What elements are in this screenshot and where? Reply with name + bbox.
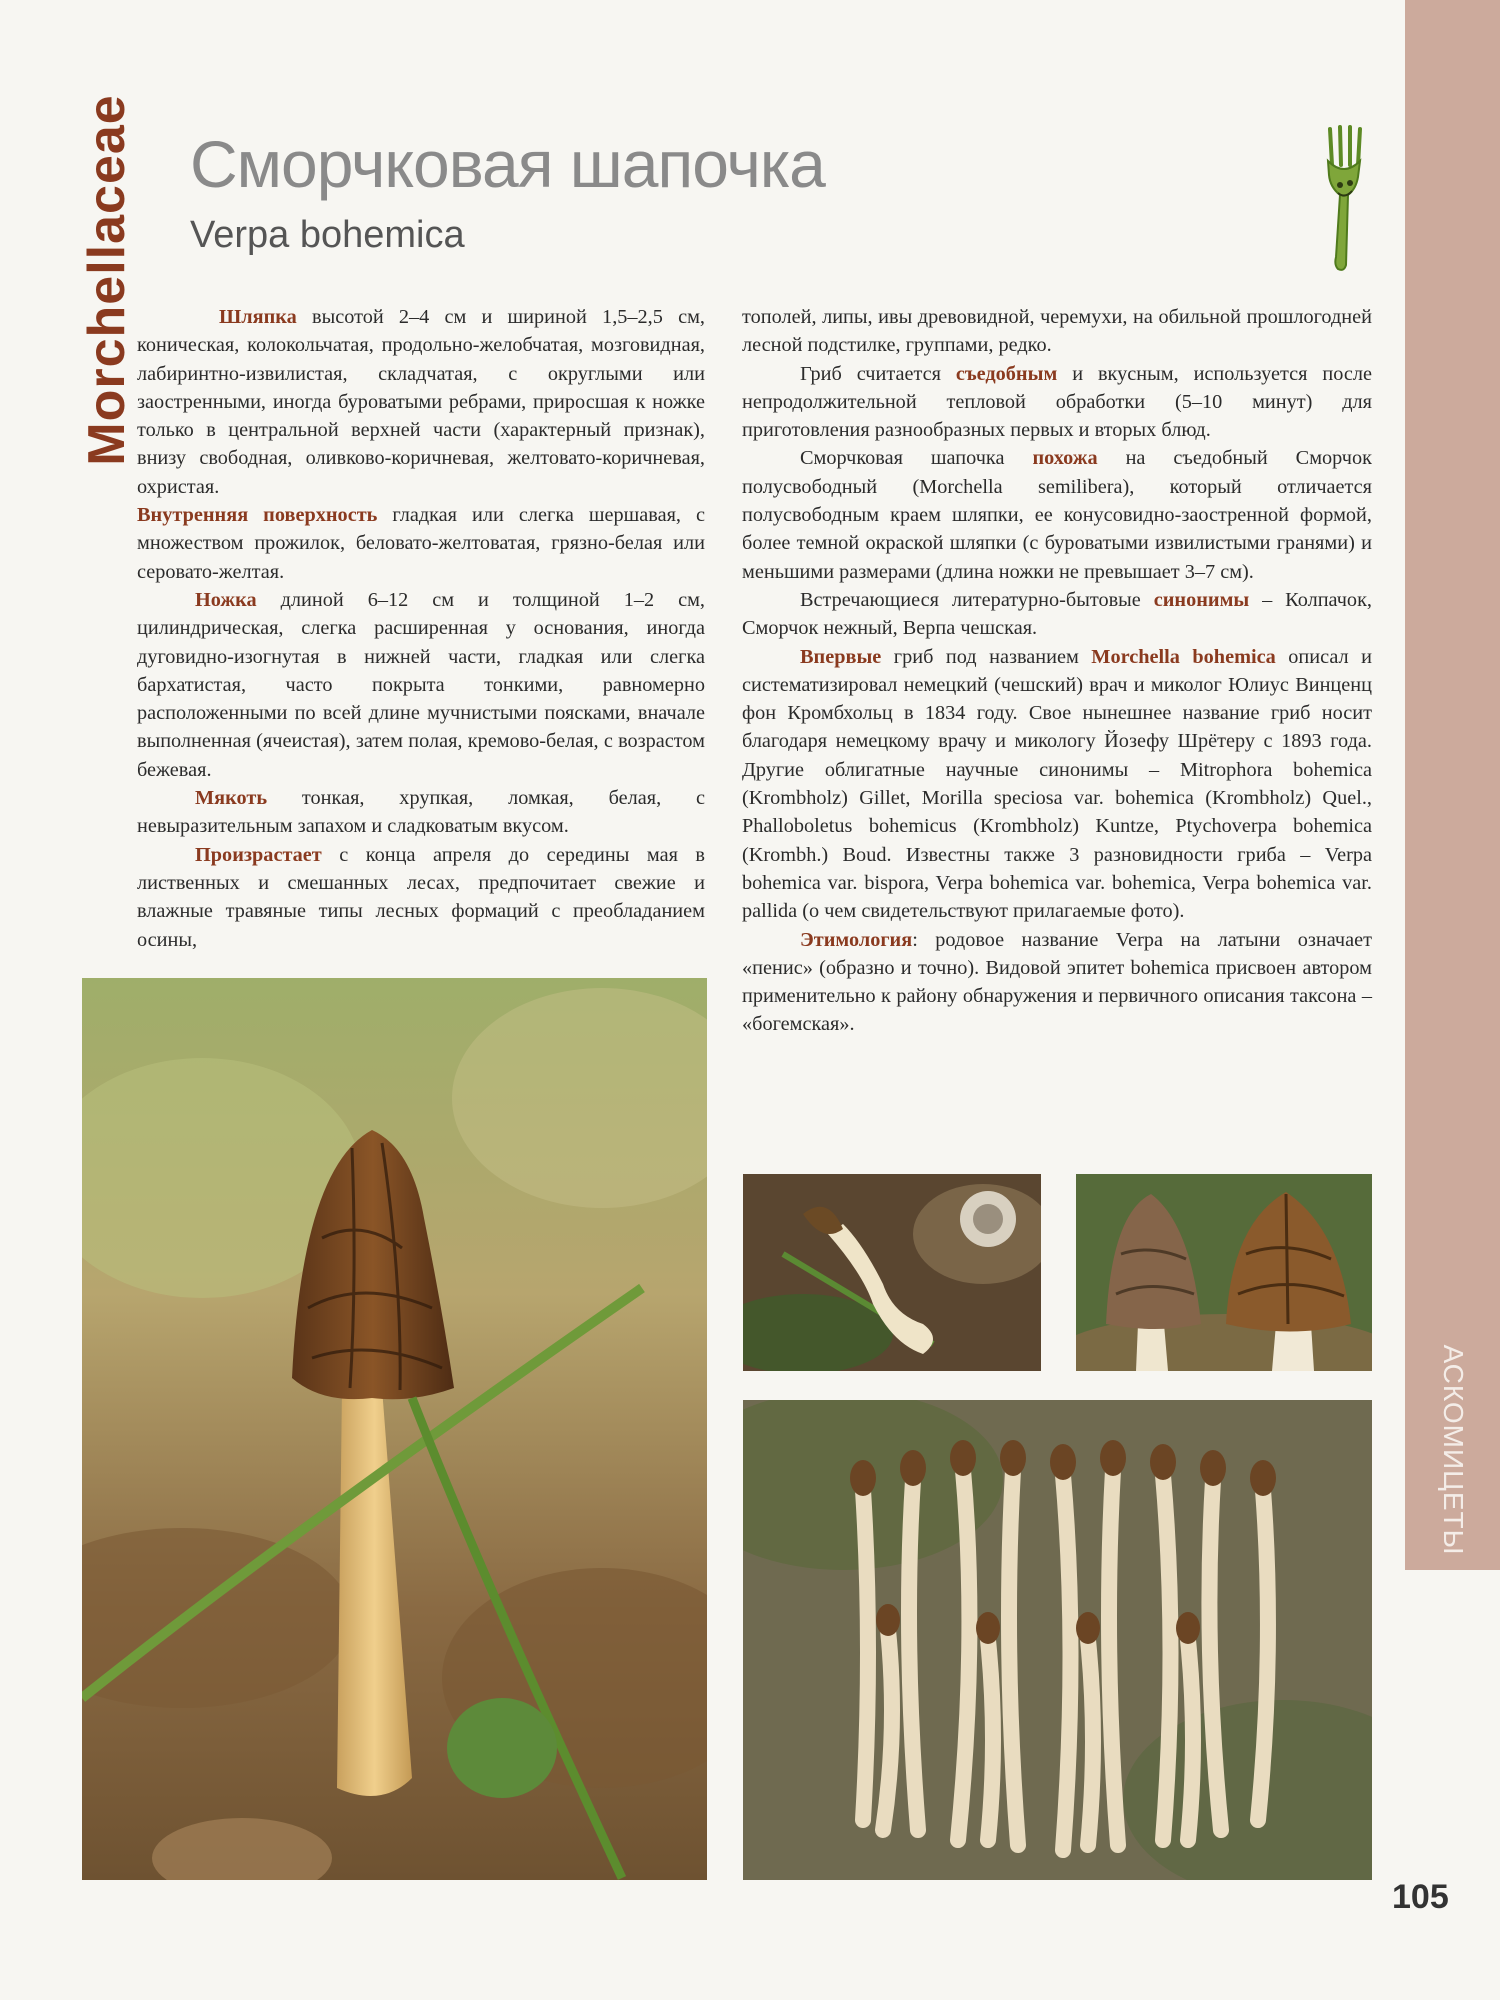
keyword: синонимы <box>1153 588 1250 611</box>
paragraph-similar: Сморчковая шапочка похожа на съедобный Сморчок полусвободный (Morchella semilibera), который отличается полусвободным краем шляпки, ее конусовидно-заостренной формой, более темной окраской шляпки (с буроватыми извилистыми гранями) и меньшими размерами (длина ножки не превышает 3–7 см). <box>742 447 1373 583</box>
keyword: Внутренняя поверхность <box>137 504 378 527</box>
keyword: Впервые <box>800 645 882 668</box>
keyword: Произрастает <box>195 843 322 866</box>
keyword: Morchella bohemica <box>1091 645 1276 668</box>
text-column-left <box>137 303 705 954</box>
photo-fallen-mushroom <box>743 1174 1041 1371</box>
fork-icon <box>1318 125 1370 273</box>
text-column-right <box>742 303 1372 1039</box>
photo-mushroom-collection <box>743 1400 1372 1880</box>
paragraph-habitat-cont: тополей, липы, ивы древовидной, черемухи, на обильной прошлогодней лесной подстилке, группами, редко. <box>742 306 1372 357</box>
paragraph-edibility: Гриб считается съедобным и вкусным, используется после непродолжительной тепловой обработки (5–10 минут) для приготовления разнообразных первых и вторых блюд. <box>742 362 1372 442</box>
paragraph-flesh: Мякоть тонкая, хрупкая, ломкая, белая, с невыразительным запахом и сладковатым вкусом. <box>137 787 705 838</box>
photo-single-mushroom <box>82 978 707 1880</box>
latin-name: Verpa bohemica <box>190 214 465 256</box>
page-number: 105 <box>1392 1878 1449 1916</box>
keyword: Мякоть <box>195 787 268 810</box>
paragraph-habitat: Произрастает с конца апреля до середины мая в лиственных и смешанных лесах, предпочитает свежие и влажные травяные типы лесных формаций с преобладанием осины, <box>137 843 705 951</box>
section-label: АСКОМИЦЕТЫ <box>1437 1344 1469 1556</box>
paragraph-history: Впервые гриб под названием Morchella bohemica описал и систематизировал немецкий (чешский) врач и миколог Юлиус Винценц фон Кромбхольц в 1834 году. Свое нынешнее название гриб носит благодаря немецкому врачу и микологу Йозефу Шрётеру с 1893 года. Другие облигатные научные синонимы – Mitrophora bohemica (Krombholz) Gillet, Morilla speciosa var. bohemica (Krombholz) Quel., Phalloboletus bohemicus (Krombholz) Kuntze, Ptychoverpa bohemica (Krombh.) Boud. Известны также 3 разновидности гриба – Verpa bohemica var. bispora, Verpa bohemica var. bohemica, Verpa bohemica var. pallida (о чем свидетельствуют прилагаемые фото). <box>742 645 1372 923</box>
keyword: похожа <box>1032 447 1098 470</box>
keyword: Ножка <box>195 588 257 611</box>
keyword: Этимология <box>800 928 913 951</box>
keyword: съедобным <box>955 362 1058 385</box>
paragraph-cap: Шляпка высотой 2–4 см и шириной 1,5–2,5 см, коническая, колокольчатая, продольно-желобчатая, мозговидная, лабиринтно-извилистая, складчатая, с округлыми или заостренными, иногда буроватыми ребрами, приросшая к ножке только в центральной верхней части (характерный признак), внизу свободная, оливково-коричневая, желтовато-коричневая, охристая. <box>137 306 705 498</box>
keyword: Шляпка <box>219 306 297 328</box>
family-label: Morchellaceae <box>78 94 136 466</box>
paragraph-synonyms: Встречающиеся литературно-бытовые синонимы – Колпачок, Сморчок нежный, Верпа чешская. <box>742 588 1372 640</box>
photo-two-caps <box>1076 1174 1372 1371</box>
page-title: Сморчковая шапочка <box>190 127 825 201</box>
paragraph-inner-surface: Внутренняя поверхность гладкая или слегка шершавая, с множеством прожилок, беловато-желтоватая, грязно-белая или серовато-желтая. <box>137 504 705 583</box>
paragraph-stem: Ножка длиной 6–12 см и толщиной 1–2 см, цилиндрическая, слегка расширенная у основания, иногда дуговидно-изогнутая в нижней части, гладкая или слегка бархатистая, часто покрыта тонкими, равномерно расположенными по всей длине мучнистыми поясками, вначале выполненная (ячеистая), затем полая, кремово-белая, с возрастом бежевая. <box>137 588 705 781</box>
paragraph-etymology: Этимология: родовое название Verpa на латыни означает «пенис» (образно и точно). Видовой эпитет bohemica присвоен автором применительно к району обнаружения и первичного описания таксона – «богемская». <box>742 928 1372 1036</box>
